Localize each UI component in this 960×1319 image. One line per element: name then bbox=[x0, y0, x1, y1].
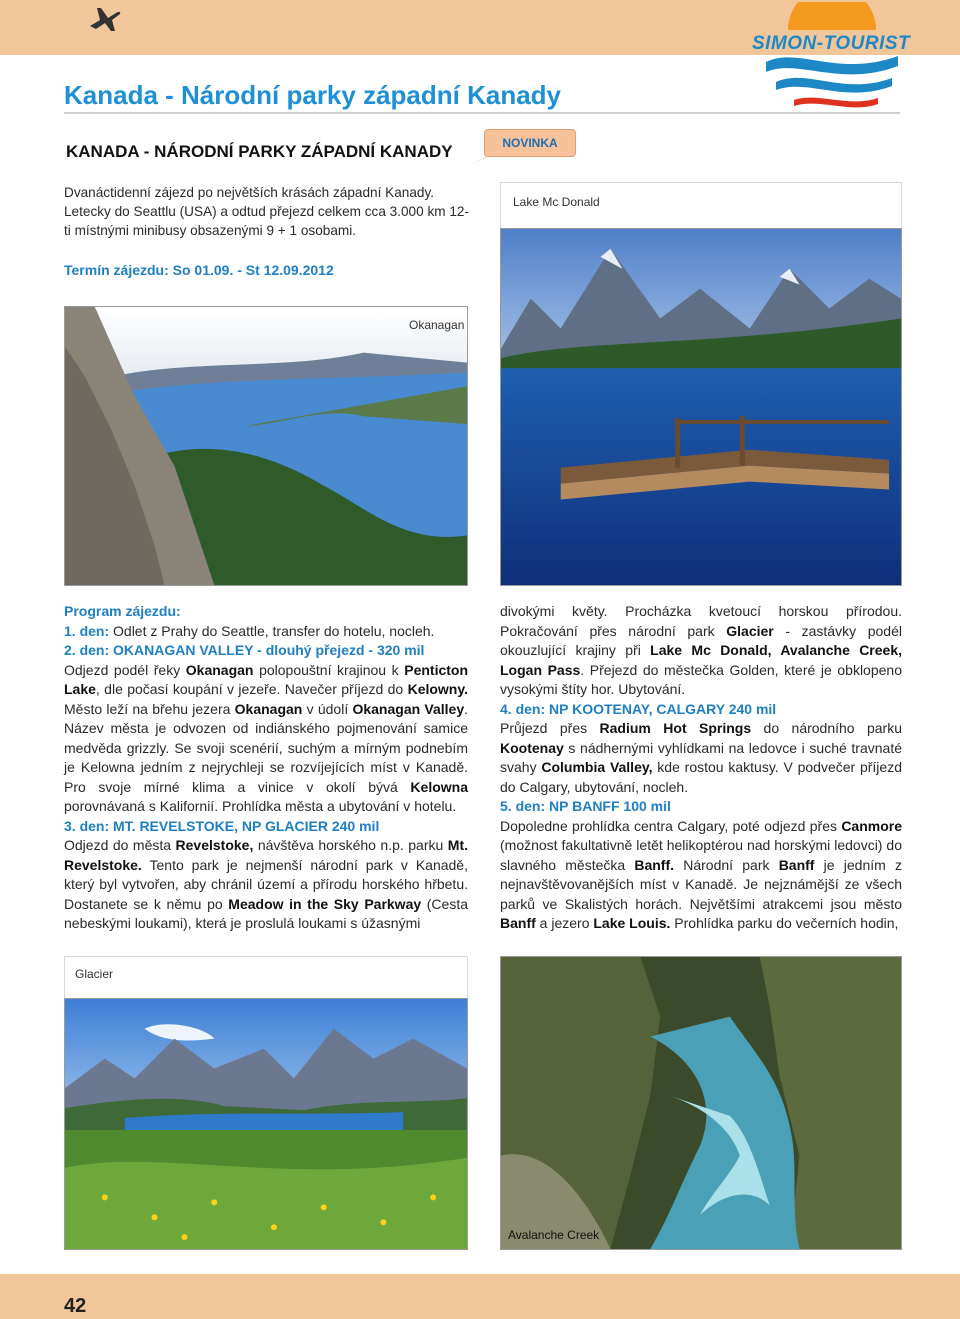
day3-continued-text: Glacier bbox=[726, 622, 774, 639]
day2-text: Město leží na břehu jezera bbox=[64, 700, 235, 717]
day3-continued-text: - zastávky podél okouzlující krajiny při bbox=[500, 622, 902, 658]
day5-text: je jedním z nejnavštěvovanějších míst v Kanadě. Je nejznámější ze všech parků ve Skalistých horách. Největšími atrakcemi jsou město bbox=[500, 856, 902, 912]
day3-continued-text: . Přejezd do městečka Golden, které je obklopeno vysokými štíty hor. Ubytování. bbox=[500, 661, 902, 697]
day2-text: Odjezd podél řeky bbox=[64, 661, 186, 678]
day3-text: Mt. Revelstoke. bbox=[64, 837, 468, 873]
page-number: 42 bbox=[64, 1295, 87, 1317]
day2-text: Okanagan bbox=[185, 661, 254, 678]
day5-text: Banff bbox=[500, 915, 536, 931]
day2-text: Penticton Lake bbox=[64, 661, 469, 697]
day5-text: Banff. bbox=[634, 856, 675, 873]
day2-text: polopouštní krajinou k bbox=[253, 661, 405, 678]
simon-tourist-logo bbox=[758, 2, 908, 110]
day1-text: Odlet z Prahy do Seattle, transfer do hotelu, nocleh. bbox=[109, 622, 435, 639]
day1-label: 1. den: bbox=[64, 622, 110, 639]
day4-text: kde rostou kaktusy. V podvečer příjezd do Calgary, ubytování, nocleh. bbox=[500, 759, 902, 795]
title-divider bbox=[64, 112, 900, 114]
footer-band bbox=[0, 1274, 960, 1319]
section-title: KANADA - NÁRODNÍ PARKY ZÁPADNÍ KANADY bbox=[66, 142, 453, 161]
day3-label: 3. den: MT. REVELSTOKE, NP GLACIER 240 mil bbox=[64, 817, 380, 834]
day3-text: (Cesta nebeskými loukami), která je proslulá loukami s úžasnými bbox=[64, 895, 468, 931]
day2-text: Kelowny. bbox=[407, 681, 468, 697]
lake-mcdonald-photo bbox=[500, 228, 902, 586]
day3-continued-text: divokými květy. Procházka kvetoucí horskou přírodou. Pokračování přes národní park bbox=[500, 603, 902, 639]
airplane-icon bbox=[88, 4, 122, 34]
day2-text: . Název města je odvozen od indiánského pojmenování samice medvěda grizzly. Se svoji scenérií, suchým a mírným podnebím je Kelowna jedním z nejrychleji se rozvíjejících míst v Kanadě. Pro svoje mírné klima a vinice v okolí bývá bbox=[64, 700, 468, 795]
day2-text: v údolí bbox=[302, 700, 353, 717]
day2-text: Kelowna bbox=[410, 778, 468, 795]
day4-label: 4. den: NP KOOTENAY, CALGARY 240 mil bbox=[500, 700, 777, 717]
day3-text: návštěva horského n.p. parku bbox=[253, 837, 448, 853]
avalanche-creek-photo bbox=[500, 956, 902, 1250]
day3-continued-text: Lake Mc Donald, Avalanche Creek, Logan Pass bbox=[500, 642, 902, 678]
lake-caption: Lake Mc Donald bbox=[513, 195, 600, 209]
day3-text: Revelstoke, bbox=[175, 837, 254, 853]
day3-text: Tento park je nejmenší národní park v Kanadě, který byl vytvořen, aby chránil území a přírodu horského hřbetu. Dostanete se k němu po bbox=[64, 856, 468, 912]
day5-text: a jezero bbox=[535, 915, 594, 931]
brand-name: SIMON-TOURIST bbox=[752, 33, 911, 54]
glacier-caption: Glacier bbox=[75, 967, 114, 981]
new-badge: NOVINKA bbox=[484, 129, 576, 157]
glacier-photo bbox=[64, 998, 468, 1250]
day5-text: Prohlídka parku do večerních hodin, bbox=[670, 915, 899, 931]
day5-text: Dopoledne prohlídka centra Calgary, poté odjezd přes bbox=[500, 817, 842, 834]
day2-text: Okanagan bbox=[234, 700, 303, 717]
program-right-column bbox=[500, 602, 902, 934]
day5-text: (možnost fakultativně letět helikoptérou nad horskými ledovci) do slavného městečka bbox=[500, 837, 902, 873]
day3-text: Meadow in the Sky Parkway bbox=[228, 895, 422, 912]
day5-text: Canmore bbox=[841, 817, 902, 834]
day4-text: Kootenay bbox=[500, 739, 564, 756]
okanagan-photo bbox=[64, 306, 468, 586]
day2-label: 2. den: OKANAGAN VALLEY - dlouhý přejezd - 320 mil bbox=[64, 642, 425, 658]
day2-text: Okanagan Valley bbox=[352, 700, 465, 717]
day4-text: Radium Hot Springs bbox=[599, 720, 752, 736]
avalanche-caption: Avalanche Creek bbox=[508, 1228, 600, 1242]
program-left-column bbox=[64, 602, 468, 934]
page-title: Kanada - Národní parky západní Kanady bbox=[64, 80, 562, 110]
program-heading: Program zájezdu: bbox=[64, 603, 181, 619]
day5-text: Národní park bbox=[674, 856, 779, 873]
day5-label: 5. den: NP BANFF 100 mil bbox=[500, 798, 671, 814]
day3-text: Odjezd do města bbox=[64, 837, 176, 853]
day5-text: Banff bbox=[778, 856, 815, 873]
intro-text: Dvanáctidenní zájezd po největších krásách západní Kanady. Letecky do Seattlu (USA) a odtud přejezd celkem cca 3.000 km 12-ti místnými minibusy obsazenými 9 + 1 osobami. bbox=[64, 185, 469, 238]
okanagan-caption: Okanagan bbox=[409, 318, 465, 332]
day4-text: s nádhernými vyhlídkami na ledovce i suché travnaté svahy bbox=[500, 739, 902, 775]
day4-text: do národního parku bbox=[751, 720, 903, 736]
day2-text: , dle počasí koupání v jezeře. Navečer příjezd do bbox=[95, 681, 408, 697]
day4-text: Průjezd přes bbox=[500, 720, 600, 736]
day4-text: Columbia Valley, bbox=[541, 759, 653, 775]
day5-text: Lake Louis. bbox=[593, 915, 671, 931]
day2-text: porovnávaná s Kalifornií. Prohlídka města a ubytování v hotelu. bbox=[64, 798, 457, 814]
tour-date: Termín zájezdu: So 01.09. - St 12.09.2012 bbox=[64, 262, 334, 278]
